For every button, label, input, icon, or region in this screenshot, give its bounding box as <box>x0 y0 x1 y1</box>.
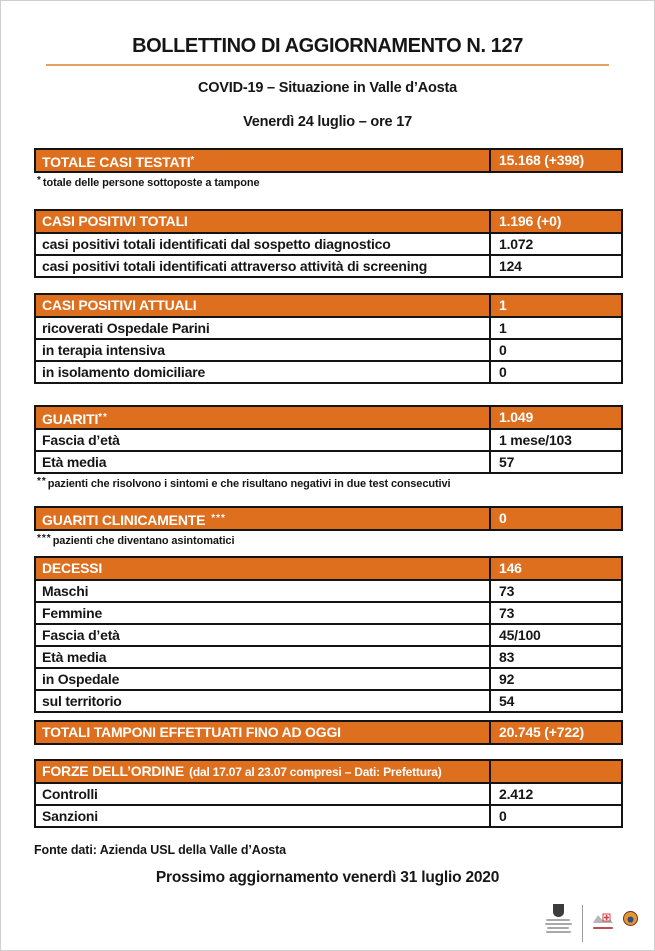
footnote-guariti <box>37 476 654 490</box>
row-value: 0 <box>499 342 507 358</box>
table-header-row <box>36 407 621 428</box>
row-label: in isolamento domiciliare <box>36 362 491 382</box>
bulletin-title: BOLLETTINO DI AGGIORNAMENTO N. 127 <box>132 35 523 57</box>
footer-logos <box>543 904 638 942</box>
row-value: 54 <box>499 693 515 709</box>
row-value: 1 <box>499 297 507 313</box>
table-row <box>36 428 621 450</box>
protezione-civile-logo <box>623 911 638 926</box>
row-value: 73 <box>499 583 515 599</box>
row-label: Età media <box>36 452 491 472</box>
row-label: DECESSI <box>36 558 491 579</box>
row-label: CASI POSITIVI TOTALI <box>36 211 491 232</box>
section-header-text: GUARITI CLINICAMENTE <box>42 512 206 528</box>
row-label: Maschi <box>36 581 491 601</box>
footnote-text: totale delle persone sottoposte a tampone <box>42 177 260 189</box>
bulletin-subtitle: COVID-19 – Situazione in Valle d’Aosta <box>197 80 458 96</box>
table-forze-dellordine <box>34 759 623 828</box>
table-header-row <box>36 722 621 743</box>
table-guariti <box>34 405 623 474</box>
footnote-casi-testati <box>37 175 654 189</box>
footnote-guariti-clinicamente <box>37 533 654 547</box>
table-decessi <box>34 556 623 713</box>
title-underline <box>46 64 609 66</box>
footnote-text: pazienti che risolvono i sintomi e che risultano negativi in due test consecutivi <box>47 478 451 490</box>
table-header-row <box>36 508 621 529</box>
table-header-row <box>36 211 621 232</box>
table-row <box>36 645 621 667</box>
row-value: 20.745 (+722) <box>499 724 584 740</box>
table-row <box>36 667 621 689</box>
shield-icon <box>553 904 564 917</box>
row-label: casi positivi totali identificati attraverso attività di screening <box>36 256 491 276</box>
table-row <box>36 232 621 254</box>
row-value: 2.412 <box>499 786 534 802</box>
table-row <box>36 316 621 338</box>
table-row <box>36 804 621 826</box>
row-label: sul territorio <box>36 691 491 711</box>
valle-daosta-coat-of-arms-logo <box>543 904 573 933</box>
row-label <box>36 508 491 529</box>
usl-valle-daosta-logo <box>592 910 614 929</box>
asterisk-marker: * <box>37 175 42 186</box>
mountains-cross-icon <box>592 910 614 925</box>
row-label: Sanzioni <box>36 806 491 826</box>
row-label: Fascia d’età <box>36 625 491 645</box>
table-row <box>36 623 621 645</box>
bulletin-date: Venerdì 24 luglio – ore 17 <box>243 114 412 130</box>
table-row <box>36 338 621 360</box>
section-header-text: GUARITI <box>42 411 99 427</box>
row-value: 124 <box>499 258 522 274</box>
row-label: Controlli <box>36 784 491 804</box>
row-label: TOTALI TAMPONI EFFETTUATI FINO AD OGGI <box>36 722 491 743</box>
asterisk-marker: *** <box>37 533 52 544</box>
table-casi-positivi-totali <box>34 209 623 278</box>
row-value <box>491 761 621 782</box>
table-totale-casi-testati <box>34 148 623 173</box>
table-row <box>36 450 621 472</box>
row-value: 57 <box>499 454 515 470</box>
row-value: 0 <box>499 808 507 824</box>
section-header-detail: (dal 17.07 al 23.07 compresi – Dati: Prefettura) <box>189 765 442 779</box>
usl-caption-line <box>593 927 613 929</box>
row-label <box>36 407 491 428</box>
row-value: 73 <box>499 605 515 621</box>
asterisk-marker: ** <box>37 476 47 487</box>
row-label: ricoverati Ospedale Parini <box>36 318 491 338</box>
section-header-text: TOTALE CASI TESTATI <box>42 154 191 170</box>
table-header-row <box>36 150 621 171</box>
table-row <box>36 254 621 276</box>
row-value: 92 <box>499 671 515 687</box>
table-row <box>36 360 621 382</box>
row-value: 0 <box>499 510 507 526</box>
row-value: 1 <box>499 320 507 336</box>
row-label: Fascia d’età <box>36 430 491 450</box>
asterisk-marker: ** <box>98 412 108 423</box>
row-label: Femmine <box>36 603 491 623</box>
row-label <box>36 150 491 171</box>
row-value: 0 <box>499 364 507 380</box>
row-value: 1.072 <box>499 236 534 252</box>
asterisk-marker: * <box>190 155 196 166</box>
section-header-text: FORZE DELL’ORDINE <box>42 763 185 779</box>
row-value: 45/100 <box>499 627 541 643</box>
row-label <box>36 761 491 782</box>
row-label: in terapia intensiva <box>36 340 491 360</box>
table-guariti-clinicamente <box>34 506 623 531</box>
row-label: casi positivi totali identificati dal sospetto diagnostico <box>36 234 491 254</box>
row-label: in Ospedale <box>36 669 491 689</box>
table-row <box>36 579 621 601</box>
table-header-row <box>36 761 621 782</box>
row-value: 1.049 <box>499 409 534 425</box>
row-value: 15.168 (+398) <box>499 152 584 168</box>
row-label: CASI POSITIVI ATTUALI <box>36 295 491 316</box>
row-value: 83 <box>499 649 515 665</box>
table-row <box>36 601 621 623</box>
row-value: 1 mese/103 <box>499 432 572 448</box>
next-update-note: Prossimo aggiornamento venerdì 31 luglio 2020 <box>155 869 500 886</box>
table-casi-positivi-attuali <box>34 293 623 384</box>
table-header-row <box>36 295 621 316</box>
table-row <box>36 782 621 804</box>
data-source-note: Fonte dati: Azienda USL della Valle d’Aosta <box>34 843 286 857</box>
table-header-row <box>36 558 621 579</box>
row-label: Età media <box>36 647 491 667</box>
row-value: 1.196 (+0) <box>499 213 562 229</box>
asterisk-marker: *** <box>211 513 226 524</box>
footnote-text: pazienti che diventano asintomatici <box>52 535 235 547</box>
table-row <box>36 689 621 711</box>
row-value: 146 <box>499 560 522 576</box>
logo-divider <box>582 905 583 942</box>
table-totali-tamponi <box>34 720 623 745</box>
